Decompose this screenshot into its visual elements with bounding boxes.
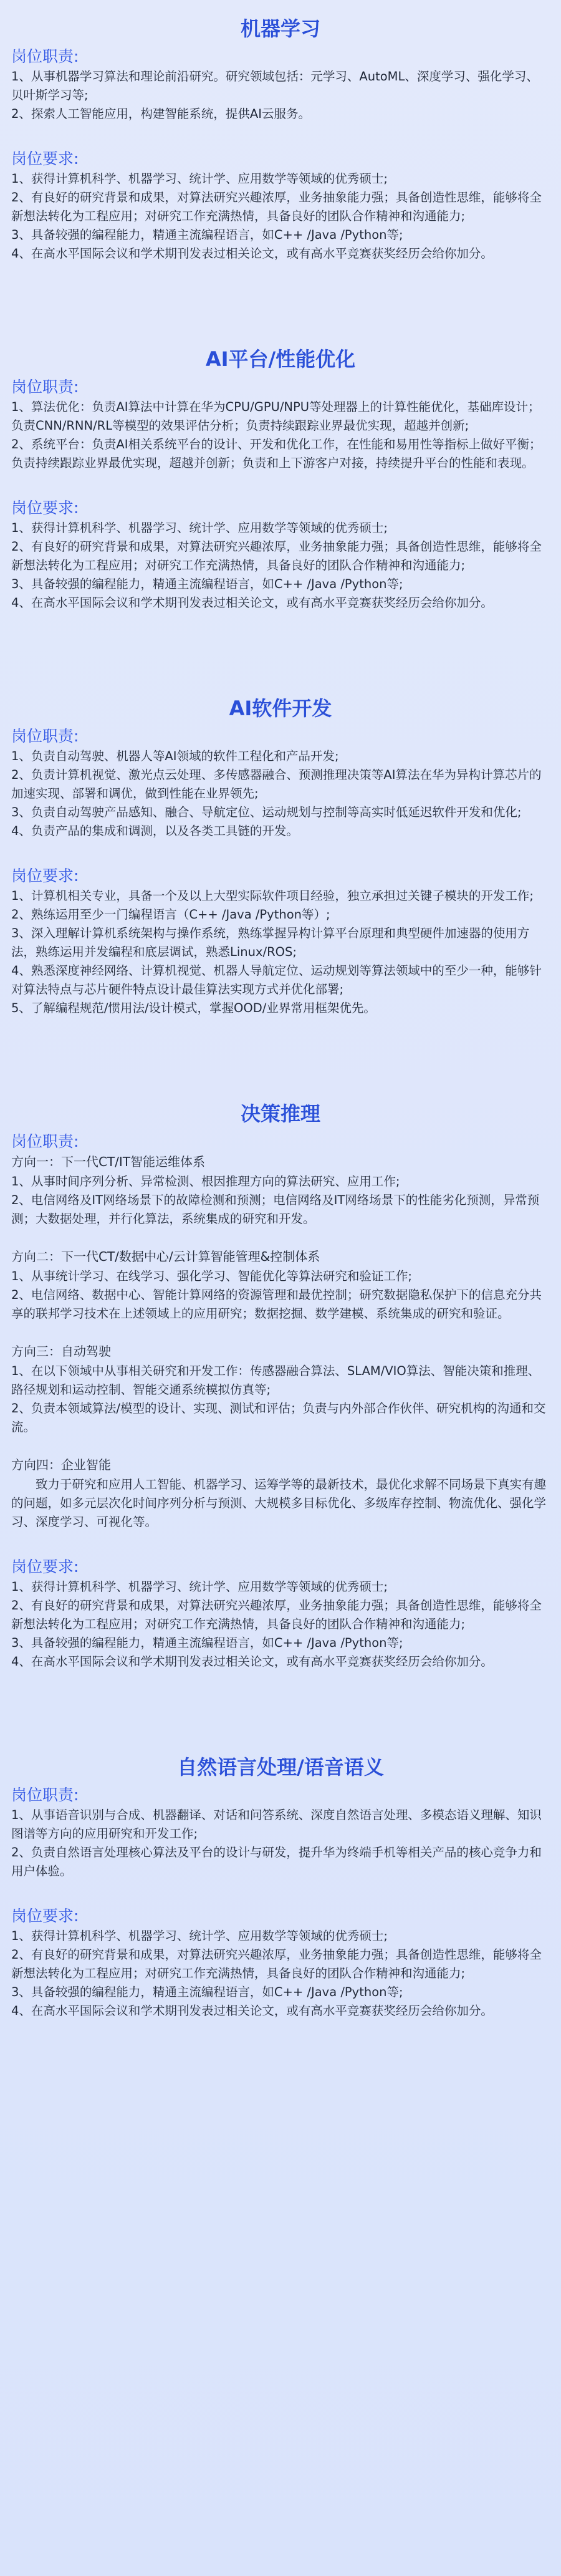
- direction-heading: 方向三：自动驾驶: [11, 1344, 111, 1359]
- requirement-item: 2、有良好的研究背景和成果，对算法研究兴趣浓厚，业务抽象能力强；具备创造性思维，能够将全新想法转化为工程应用；对研究工作充满热情，具备良好的团队合作精神和沟通能力;: [11, 539, 542, 572]
- requirement-item: 4、在高水平国际会议和学术期刊发表过相关论文，或有高水平竞赛获奖经历会给你加分。: [11, 2004, 493, 2018]
- direction-group: [11, 1152, 550, 1228]
- direction-item: 1、从事时间序列分析、异常检测、根因推理方向的算法研究、应用工作;: [11, 1174, 400, 1189]
- requirement-item: 5、了解编程规范/惯用法/设计模式，掌握OOD/业界常用框架优先。: [11, 1001, 376, 1015]
- duties-title: 岗位职责:: [11, 47, 79, 65]
- section-decision-reasoning: [11, 1100, 550, 1671]
- requirements-title: 岗位要求:: [11, 150, 79, 168]
- section-title: AI软件开发: [229, 697, 332, 720]
- duties-title: 岗位职责:: [11, 727, 79, 745]
- requirement-item: 1、获得计算机科学、机器学习、统计学、应用数学等领域的优秀硕士;: [11, 171, 388, 186]
- requirement-item: 2、有良好的研究背景和成果，对算法研究兴趣浓厚，业务抽象能力强；具备创造性思维，能够将全新想法转化为工程应用；对研究工作充满热情，具备良好的团队合作精神和沟通能力;: [11, 1947, 542, 1980]
- direction-item: 2、电信网络及IT网络场景下的故障检测和预测；电信网络及IT网络场景下的性能劣化预测，异常预测；大数据处理，并行化算法，系统集成的研究和开发。: [11, 1193, 540, 1226]
- duty-item: 3、负责自动驾驶产品感知、融合、导航定位、运动规划与控制等高实时低延迟软件开发和优化;: [11, 805, 522, 819]
- requirement-item: 1、获得计算机科学、机器学习、统计学、应用数学等领域的优秀硕士;: [11, 1580, 388, 1594]
- requirements-block: [11, 498, 550, 612]
- section-title: AI平台/性能优化: [205, 347, 356, 371]
- section-title: 决策推理: [240, 1102, 320, 1126]
- requirement-item: 4、在高水平国际会议和学术期刊发表过相关论文，或有高水平竞赛获奖经历会给你加分。: [11, 246, 493, 261]
- section-title: 机器学习: [240, 17, 320, 41]
- requirements-block: [11, 866, 550, 1018]
- direction-group: [11, 1342, 550, 1437]
- duties-block: [11, 377, 550, 473]
- duty-item: 1、从事机器学习算法和理论前沿研究。研究领域包括：元学习、AutoML、深度学习、强化学习、贝叶斯学习等;: [11, 69, 539, 102]
- direction-group: [11, 1247, 550, 1323]
- duty-item: 1、算法优化：负责AI算法中计算在华为CPU/GPU/NPU等处理器上的计算性能优化，基础库设计；负责CNN/RNN/RL等模型的效果评估分析；负责持续跟踪业界最优实现，超越并创新;: [11, 400, 540, 433]
- direction-heading: 方向一：下一代CT/IT智能运维体系: [11, 1154, 206, 1169]
- duties-title: 岗位职责:: [11, 1132, 79, 1151]
- duty-item: 1、负责自动驾驶、机器人等AI领域的软件工程化和产品开发;: [11, 749, 339, 763]
- duty-item: 4、负责产品的集成和调测，以及各类工具链的开发。: [11, 824, 299, 838]
- section-ai-software: [11, 695, 550, 1018]
- duties-block: [11, 1785, 550, 1881]
- requirement-item: 3、具备较强的编程能力，精通主流编程语言，如C++ /Java /Python等;: [11, 1636, 403, 1650]
- requirement-item: 2、有良好的研究背景和成果，对算法研究兴趣浓厚，业务抽象能力强；具备创造性思维，能够将全新想法转化为工程应用；对研究工作充满热情，具备良好的团队合作精神和沟通能力;: [11, 190, 542, 223]
- requirement-item: 3、具备较强的编程能力，精通主流编程语言，如C++ /Java /Python等;: [11, 577, 403, 591]
- requirement-item: 4、在高水平国际会议和学术期刊发表过相关论文，或有高水平竞赛获奖经历会给你加分。: [11, 596, 493, 610]
- section-ai-platform: [11, 345, 550, 612]
- duty-item: 2、系统平台：负责AI相关系统平台的设计、开发和优化工作，在性能和易用性等指标上做好平衡；负责持续跟踪业界最优实现，超越并创新；负责和上下游客户对接，持续提升平台的性能和表现。: [11, 437, 542, 470]
- requirements-block: [11, 148, 550, 263]
- duties-title: 岗位职责:: [11, 378, 79, 396]
- duties-block: [11, 46, 550, 123]
- duty-item: 2、探索人工智能应用，构建智能系统，提供AI云服务。: [11, 107, 310, 121]
- direction-item: 1、从事统计学习、在线学习、强化学习、智能优化等算法研究和验证工作;: [11, 1269, 412, 1283]
- duty-item: 1、从事语音识别与合成、机器翻译、对话和问答系统、深度自然语言处理、多模态语义理解、知识图谱等方向的应用研究和开发工作;: [11, 1808, 542, 1841]
- direction-group: [11, 1455, 550, 1532]
- direction-item: 致力于研究和应用人工智能、机器学习、运筹学等的最新技术，最优化求解不同场景下真实有趣的问题，如多元层次化时间序列分析与预测、大规模多目标优化、多级库存控制、物流优化、强化学习、深度学习、可视化等。: [11, 1477, 547, 1529]
- requirement-item: 3、具备较强的编程能力，精通主流编程语言，如C++ /Java /Python等;: [11, 228, 403, 242]
- section-machine-learning: [11, 15, 550, 263]
- requirement-item: 1、获得计算机科学、机器学习、统计学、应用数学等领域的优秀硕士;: [11, 521, 388, 535]
- direction-item: 2、电信网络、数据中心、智能计算网络的资源管理和最优控制；研究数据隐私保护下的信息充分共享的联邦学习技术在上述领域上的应用研究；数据挖掘、数学建模、系统集成的研究和验证。: [11, 1288, 542, 1321]
- requirement-item: 1、计算机相关专业，具备一个及以上大型实际软件项目经验，独立承担过关键子模块的开发工作;: [11, 889, 534, 903]
- section-title: 自然语言处理/语音语义: [177, 1755, 384, 1779]
- requirements-title: 岗位要求:: [11, 499, 79, 517]
- duties-block: [11, 1131, 550, 1532]
- direction-item: 2、负责本领域算法/模型的设计、实现、测试和评估；负责与内外部合作伙伴、研究机构的沟通和交流。: [11, 1401, 546, 1434]
- direction-item: 1、在以下领域中从事相关研究和开发工作：传感器融合算法、SLAM/VIO算法、智能决策和推理、路径规划和运动控制、智能交通系统模拟仿真等;: [11, 1364, 540, 1397]
- requirements-title: 岗位要求:: [11, 1907, 79, 1925]
- requirements-title: 岗位要求:: [11, 867, 79, 885]
- duties-title: 岗位职责:: [11, 1786, 79, 1804]
- requirements-block: [11, 1906, 550, 2020]
- direction-heading: 方向二：下一代CT/数据中心/云计算智能管理&控制体系: [11, 1249, 320, 1264]
- requirement-item: 3、具备较强的编程能力，精通主流编程语言，如C++ /Java /Python等;: [11, 1985, 403, 1999]
- requirement-item: 1、获得计算机科学、机器学习、统计学、应用数学等领域的优秀硕士;: [11, 1929, 388, 1943]
- duties-block: [11, 726, 550, 841]
- requirements-block: [11, 1556, 550, 1671]
- requirement-item: 2、熟练运用至少一门编程语言（C++ /Java /Python等）;: [11, 907, 330, 922]
- requirement-item: 2、有良好的研究背景和成果，对算法研究兴趣浓厚，业务抽象能力强；具备创造性思维，能够将全新想法转化为工程应用；对研究工作充满热情，具备良好的团队合作精神和沟通能力;: [11, 1598, 542, 1631]
- duty-item: 2、负责计算机视觉、激光点云处理、多传感器融合、预测推理决策等AI算法在华为异构计算芯片的加速实现、部署和调优，做到性能在业界领先;: [11, 768, 542, 801]
- section-nlp-speech: [11, 1754, 550, 2020]
- direction-heading: 方向四：企业智能: [11, 1457, 111, 1472]
- requirements-title: 岗位要求:: [11, 1558, 79, 1576]
- requirement-item: 3、深入理解计算机系统架构与操作系统，熟练掌握异构计算平台原理和典型硬件加速器的使用方法，熟练运用并发编程和底层调试，熟悉Linux/ROS;: [11, 926, 530, 959]
- requirement-item: 4、熟悉深度神经网络、计算机视觉、机器人导航定位、运动规划等算法领域中的至少一种，能够针对算法特点与芯片硬件特点设计最佳算法实现方式并优化部署;: [11, 963, 542, 996]
- requirement-item: 4、在高水平国际会议和学术期刊发表过相关论文，或有高水平竞赛获奖经历会给你加分。: [11, 1654, 493, 1669]
- duty-item: 2、负责自然语言处理核心算法及平台的设计与研发，提升华为终端手机等相关产品的核心竞争力和用户体验。: [11, 1845, 542, 1878]
